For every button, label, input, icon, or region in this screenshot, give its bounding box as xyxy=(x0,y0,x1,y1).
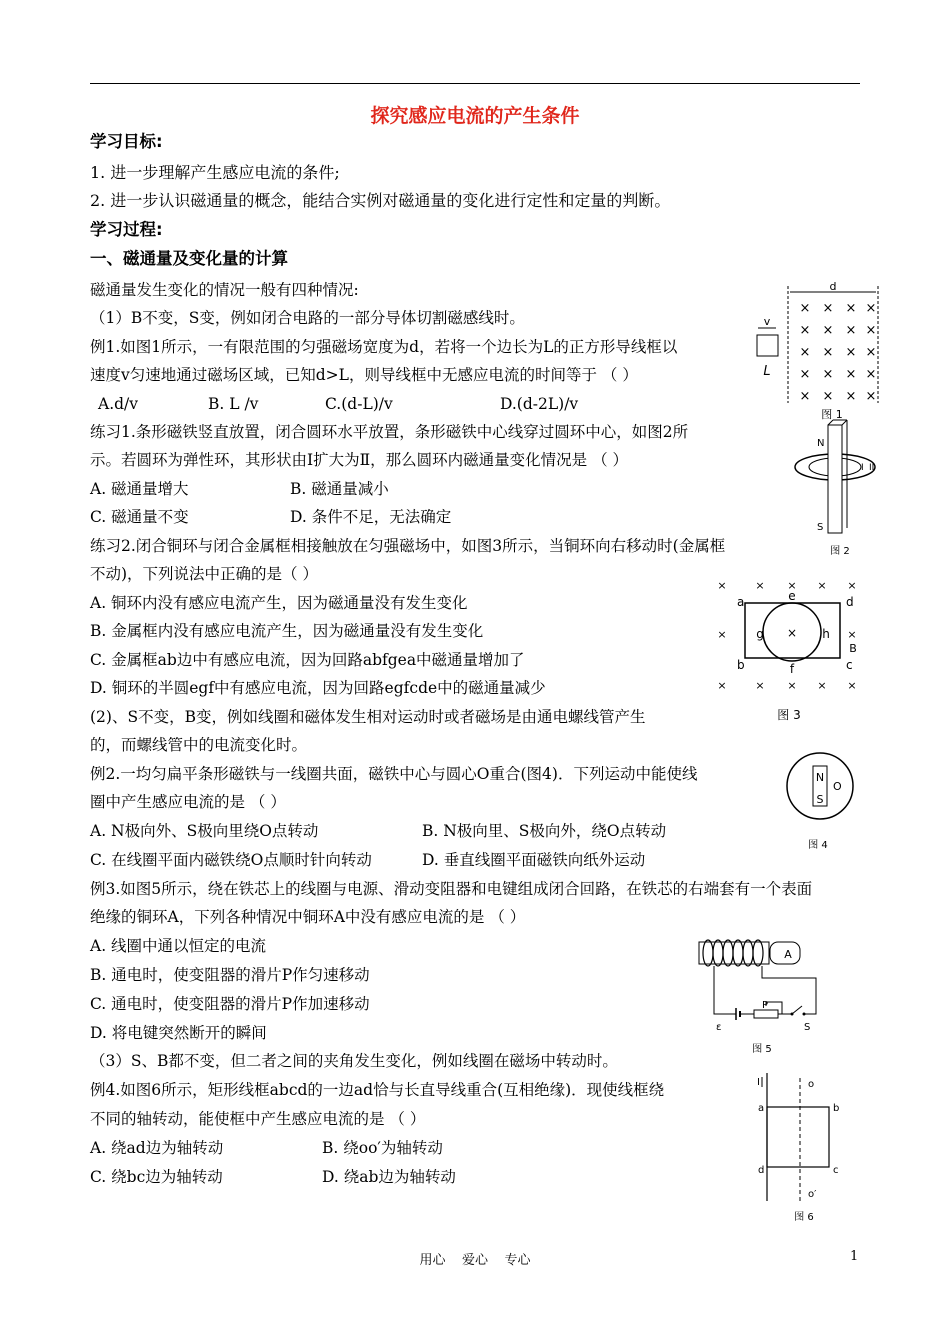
case1-text: （1）B不变，S变，例如闭合电路的一部分导体切割磁感线时。 xyxy=(90,309,525,327)
goal-1: 1. 进一步理解产生感应电流的条件; xyxy=(90,163,340,182)
ex4-option-b: B. 绕oo′为轴转动 xyxy=(322,1139,443,1157)
svg-text:×: × xyxy=(845,367,857,382)
ex1-line-2: 速度v匀速地通过磁场区域，已知d>L，则导线框中无感应电流的时间等于 （ ） xyxy=(90,366,638,384)
fig4-O-label: O xyxy=(833,780,842,793)
ex3-option-d: D. 将电键突然断开的瞬间 xyxy=(90,1024,267,1042)
svg-text:×: × xyxy=(865,367,877,382)
figure-3 xyxy=(712,576,862,724)
svg-text:×: × xyxy=(845,323,857,338)
svg-text:×: × xyxy=(717,679,727,692)
ex2-option-c: C. 在线圈平面内磁铁绕O点顺时针向转动 xyxy=(90,851,372,869)
fig6-caption: 图 6 xyxy=(794,1212,814,1223)
fig3-h-label: h xyxy=(822,627,830,641)
page-footer: 用心 爱心 专心 xyxy=(419,1253,531,1268)
pr2-line-2: 不动)，下列说法中正确的是（ ） xyxy=(90,565,318,583)
fig2-S-label: S xyxy=(817,522,824,533)
fig3-c-label: c xyxy=(846,658,853,672)
ex4-option-d: D. 绕ab边为轴转动 xyxy=(322,1168,456,1186)
ex1-option-d: D.(d-2L)/v xyxy=(500,395,579,413)
fig2-II-label: II xyxy=(869,463,875,473)
svg-text:×: × xyxy=(865,301,877,316)
ex3-option-a: A. 线圈中通以恒定的电流 xyxy=(90,937,267,955)
page-number: 1 xyxy=(850,1249,859,1264)
svg-text:×: × xyxy=(847,679,857,692)
fig1-L-label: L xyxy=(763,364,771,379)
ex3-option-c: C. 通电时，使变阻器的滑片P作加速移动 xyxy=(90,995,370,1013)
ex2-option-b: B. N极向里、S极向外，绕O点转动 xyxy=(422,822,667,840)
ex3-line-1: 例3.如图5所示，绕在铁芯上的线圈与电源、滑动变阻器和电键组成闭合回路，在铁芯的右端套有一个表面 xyxy=(90,880,813,898)
svg-text:×: × xyxy=(799,389,811,404)
svg-text:×: × xyxy=(822,323,834,338)
fig6-o-label: o xyxy=(808,1079,815,1090)
ex4-line-1: 例4.如图6所示，矩形线框abcd的一边ad恰与长直导线重合(互相绝缘)．现使线框绕 xyxy=(90,1081,665,1099)
ex2-line-2: 圈中产生感应电流的是 （ ） xyxy=(90,793,286,811)
fig6-rect-frame xyxy=(767,1107,829,1167)
svg-text:×: × xyxy=(847,628,857,641)
pr2-option-d: D. 铜环的半圆egf中有感应电流，因为回路egfcde中的磁通量减少 xyxy=(90,679,546,697)
ex4-line-2: 不同的轴转动，能使框中产生感应电流的是 （ ） xyxy=(90,1110,426,1128)
goal-2: 2. 进一步认识磁通量的概念，能结合实例对磁通量的变化进行定性和定量的判断。 xyxy=(90,191,671,210)
fig2-bar-magnet xyxy=(828,425,842,533)
svg-text:×: × xyxy=(822,345,834,360)
fig5-eps-label: ε xyxy=(716,1022,722,1033)
fig5-switch xyxy=(792,1006,802,1014)
fig5-coil-windings xyxy=(703,940,763,966)
fig3-center-cross: × xyxy=(786,626,798,640)
header-rule xyxy=(90,83,860,84)
pr2-option-b: B. 金属框内没有感应电流产生，因为磁通量没有发生变化 xyxy=(90,622,484,640)
ex2-option-a: A. N极向外、S极向里绕O点转动 xyxy=(90,822,319,840)
pr2-option-c: C. 金属框ab边中有感应电流，因为回路abfgea中磁通量增加了 xyxy=(90,651,525,669)
fig3-caption: 图 3 xyxy=(777,708,801,722)
fig2-caption: 图 2 xyxy=(830,546,850,557)
fig6-b-label: b xyxy=(833,1103,840,1114)
figure-5 xyxy=(696,934,826,1059)
case2-line-1: (2)、S不变，B变，例如线圈和磁体发生相对运动时或者磁场是由通电螺线管产生 xyxy=(90,708,646,726)
svg-text:×: × xyxy=(822,301,834,316)
pr2-option-a: A. 铜环内没有感应电流产生，因为磁通量没有发生变化 xyxy=(90,594,468,612)
fig5-A-label: A xyxy=(784,948,792,961)
pr1-option-d: D. 条件不足，无法确定 xyxy=(290,508,452,526)
fig6-c-label: c xyxy=(833,1165,839,1176)
case2-line-2: 的，而螺线管中的电流变化时。 xyxy=(90,736,308,754)
fig1-square-frame xyxy=(757,335,778,356)
ex3-line-2: 绝缘的铜环A，下列各种情况中铜环A中没有感应电流的是 （ ） xyxy=(90,908,526,926)
svg-text:×: × xyxy=(845,301,857,316)
svg-text:×: × xyxy=(799,367,811,382)
fig5-caption: 图 5 xyxy=(752,1044,772,1055)
svg-text:×: × xyxy=(799,345,811,360)
intro-text: 磁通量发生变化的情况一般有四种情况: xyxy=(90,281,359,299)
pr1-option-a: A. 磁通量增大 xyxy=(90,480,189,498)
svg-text:×: × xyxy=(755,679,765,692)
fig6-o2-label: o′ xyxy=(808,1189,817,1200)
fig5-wire-left xyxy=(714,966,736,1014)
svg-text:×: × xyxy=(865,389,877,404)
svg-text:×: × xyxy=(799,301,811,316)
figure-2 xyxy=(795,420,880,560)
ex2-option-d: D. 垂直线圈平面磁铁向纸外运动 xyxy=(422,851,646,869)
fig1-field-crosses xyxy=(800,301,877,404)
figure-1 xyxy=(750,278,890,426)
fig1-caption: 图 1 xyxy=(821,408,843,421)
fig4-N-label: N xyxy=(815,771,825,784)
fig3-d-label: d xyxy=(846,595,854,609)
svg-text:×: × xyxy=(845,389,857,404)
pr1-line-1: 练习1.条形磁铁竖直放置，闭合圆环水平放置，条形磁铁中心线穿过圆环中心，如图2所 xyxy=(90,423,689,441)
svg-text:×: × xyxy=(822,367,834,382)
fig4-caption: 图 4 xyxy=(808,840,828,851)
svg-text:×: × xyxy=(847,579,857,592)
figure-4 xyxy=(778,752,863,854)
svg-text:×: × xyxy=(865,345,877,360)
ex1-option-b: B. L /v xyxy=(208,395,259,413)
fig6-d-label: d xyxy=(758,1165,765,1176)
fig2-N-label: N xyxy=(817,438,825,449)
fig6-a-label: a xyxy=(758,1103,765,1114)
goals-heading: 学习目标: xyxy=(90,132,163,151)
pr1-line-2: 示。若圆环为弹性环，其形状由Ⅰ扩大为Ⅱ，那么圆环内磁通量变化情况是 （ ） xyxy=(90,451,629,469)
svg-text:×: × xyxy=(817,579,827,592)
fig3-f-label: f xyxy=(789,662,795,676)
fig1-d-label: d xyxy=(829,280,837,293)
svg-text:×: × xyxy=(755,579,765,592)
fig5-wire-right xyxy=(762,966,816,1014)
pr1-option-b: B. 磁通量减小 xyxy=(290,480,389,498)
fig1-v-label: v xyxy=(763,315,771,328)
ex3-option-b: B. 通电时，使变阻器的滑片P作匀速移动 xyxy=(90,966,370,984)
fig5-S-label: S xyxy=(804,1022,811,1033)
svg-text:×: × xyxy=(787,679,797,692)
ex4-option-c: C. 绕bc边为轴转动 xyxy=(90,1168,223,1186)
section1-heading: 一、磁通量及变化量的计算 xyxy=(90,249,288,268)
fig2-I-label: I xyxy=(861,463,864,473)
process-heading: 学习过程: xyxy=(90,220,163,239)
fig5-P-label: P xyxy=(762,1000,769,1011)
fig3-e-label: e xyxy=(788,589,796,603)
fig5-rheostat xyxy=(754,1010,778,1018)
case3-text: （3）S、B都不变，但二者之间的夹角发生变化，例如线圈在磁场中转动时。 xyxy=(90,1052,618,1070)
svg-text:×: × xyxy=(717,579,727,592)
pr2-line-1: 练习2.闭合铜环与闭合金属框相接触放在匀强磁场中，如图3所示，当铜环向右移动时(金属框 xyxy=(90,537,726,555)
ex1-line-1: 例1.如图1所示，一有限范围的匀强磁场宽度为d，若将一个边长为L的正方形导线框以 xyxy=(90,338,678,356)
svg-text:×: × xyxy=(865,323,877,338)
svg-text:×: × xyxy=(799,323,811,338)
svg-text:×: × xyxy=(822,389,834,404)
ex2-line-1: 例2.一均匀扁平条形磁铁与一线圈共面，磁铁中心与圆心O重合(图4)．下列运动中能使线 xyxy=(90,765,698,783)
fig4-S-label: S xyxy=(816,793,824,806)
svg-text:×: × xyxy=(817,679,827,692)
fig3-b-label: b xyxy=(737,658,745,672)
fig6-I-label: I xyxy=(757,1077,760,1088)
fig3-a-label: a xyxy=(737,595,745,609)
fig3-B-label: B xyxy=(849,642,857,655)
pr1-option-c: C. 磁通量不变 xyxy=(90,508,189,526)
svg-text:×: × xyxy=(717,628,727,641)
figure-6 xyxy=(752,1073,857,1225)
ex1-option-a: A.d/v xyxy=(98,395,139,413)
svg-text:×: × xyxy=(787,579,797,592)
page-title: 探究感应电流的产生条件 xyxy=(370,105,580,127)
ex1-option-c: C.(d-L)/v xyxy=(325,395,393,413)
svg-text:×: × xyxy=(845,345,857,360)
fig3-g-label: g xyxy=(756,627,764,641)
ex4-option-a: A. 绕ad边为轴转动 xyxy=(90,1139,224,1157)
